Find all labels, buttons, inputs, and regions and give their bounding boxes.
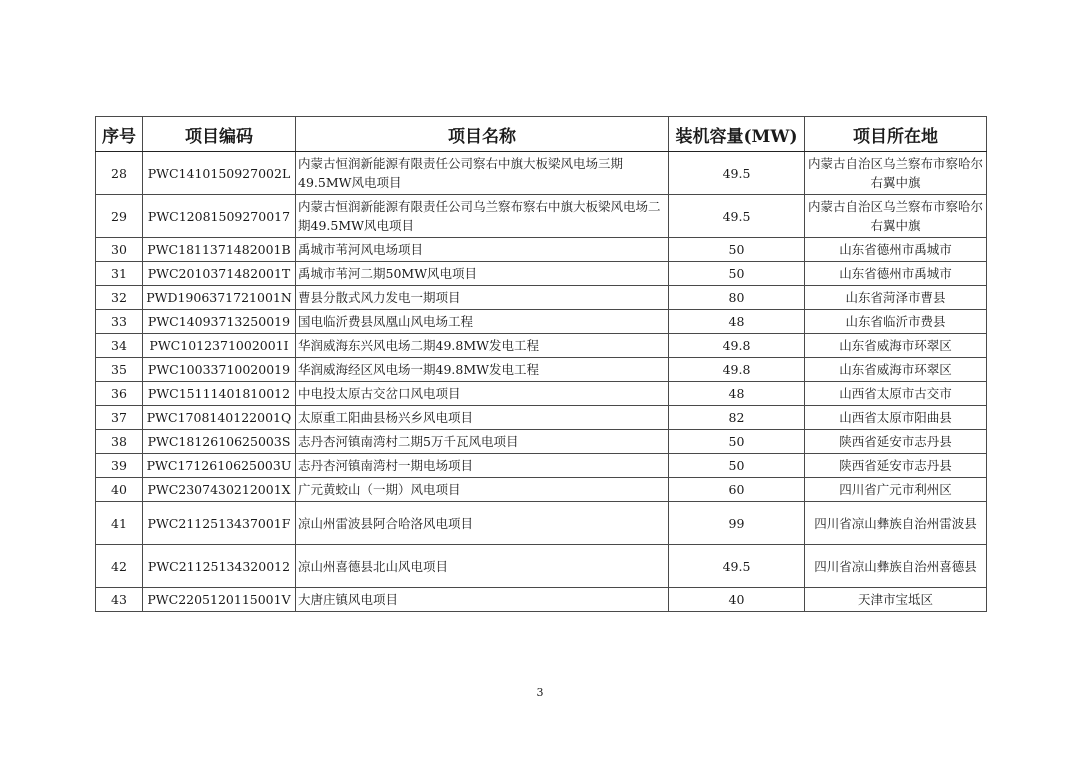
cell-name: 禹城市苇河二期50MW风电项目 — [296, 262, 669, 286]
cell-no: 41 — [96, 502, 143, 545]
cell-code: PWC1012371002001I — [143, 334, 296, 358]
table-row — [96, 152, 987, 195]
table-row — [96, 238, 987, 262]
cell-name: 曹县分散式风力发电一期项目 — [296, 286, 669, 310]
cell-location: 山东省德州市禹城市 — [805, 238, 987, 262]
cell-no: 37 — [96, 406, 143, 430]
cell-location: 山东省临沂市费县 — [805, 310, 987, 334]
cell-name: 中电投太原古交岔口风电项目 — [296, 382, 669, 406]
table-row — [96, 430, 987, 454]
cell-no: 40 — [96, 478, 143, 502]
cell-location: 山东省菏泽市曹县 — [805, 286, 987, 310]
cell-location: 四川省广元市利州区 — [805, 478, 987, 502]
table-row — [96, 502, 987, 545]
table-row — [96, 588, 987, 612]
table-row — [96, 454, 987, 478]
header-capacity: 装机容量(MW) — [669, 117, 805, 152]
cell-name: 凉山州喜德县北山风电项目 — [296, 545, 669, 588]
table-row — [96, 478, 987, 502]
table-row — [96, 545, 987, 588]
cell-capacity: 49.5 — [669, 152, 805, 195]
cell-no: 33 — [96, 310, 143, 334]
cell-code: PWC21125134320012 — [143, 545, 296, 588]
header-no: 序号 — [96, 117, 143, 152]
table-row — [96, 358, 987, 382]
cell-location: 内蒙古自治区乌兰察布市察哈尔右翼中旗 — [805, 152, 987, 195]
cell-capacity: 50 — [669, 430, 805, 454]
cell-code: PWC1812610625003S — [143, 430, 296, 454]
cell-name: 大唐庄镇风电项目 — [296, 588, 669, 612]
cell-name: 凉山州雷波县阿合哈洛风电项目 — [296, 502, 669, 545]
cell-location: 陕西省延安市志丹县 — [805, 430, 987, 454]
cell-code: PWC1410150927002L — [143, 152, 296, 195]
cell-code: PWC14093713250019 — [143, 310, 296, 334]
cell-location: 山东省威海市环翠区 — [805, 358, 987, 382]
cell-name: 志丹杏河镇南湾村二期5万千瓦风电项目 — [296, 430, 669, 454]
cell-location: 天津市宝坻区 — [805, 588, 987, 612]
cell-capacity: 50 — [669, 238, 805, 262]
cell-name: 志丹杏河镇南湾村一期电场项目 — [296, 454, 669, 478]
cell-code: PWC2112513437001F — [143, 502, 296, 545]
cell-capacity: 82 — [669, 406, 805, 430]
cell-code: PWC2205120115001V — [143, 588, 296, 612]
cell-capacity: 40 — [669, 588, 805, 612]
cell-location: 四川省凉山彝族自治州雷波县 — [805, 502, 987, 545]
cell-capacity: 48 — [669, 310, 805, 334]
cell-code: PWC15111401810012 — [143, 382, 296, 406]
cell-no: 34 — [96, 334, 143, 358]
cell-name: 华润威海经区风电场一期49.8MW发电工程 — [296, 358, 669, 382]
table-row — [96, 382, 987, 406]
cell-location: 山东省德州市禹城市 — [805, 262, 987, 286]
cell-code: PWC2307430212001X — [143, 478, 296, 502]
cell-capacity: 99 — [669, 502, 805, 545]
table-row — [96, 310, 987, 334]
cell-location: 山西省太原市古交市 — [805, 382, 987, 406]
cell-capacity: 49.8 — [669, 334, 805, 358]
cell-no: 38 — [96, 430, 143, 454]
wind-project-table — [95, 116, 987, 612]
cell-name: 禹城市苇河风电场项目 — [296, 238, 669, 262]
table-row — [96, 334, 987, 358]
cell-no: 30 — [96, 238, 143, 262]
cell-name: 内蒙古恒润新能源有限责任公司乌兰察布察右中旗大板梁风电场二期49.5MW风电项目 — [296, 195, 669, 238]
cell-code: PWC12081509270017 — [143, 195, 296, 238]
cell-no: 36 — [96, 382, 143, 406]
cell-name: 国电临沂费县凤凰山风电场工程 — [296, 310, 669, 334]
table-row — [96, 286, 987, 310]
cell-no: 42 — [96, 545, 143, 588]
cell-no: 28 — [96, 152, 143, 195]
cell-code: PWD1906371721001N — [143, 286, 296, 310]
header-location: 项目所在地 — [805, 117, 987, 152]
cell-no: 32 — [96, 286, 143, 310]
cell-name: 广元黄蛟山（一期）风电项目 — [296, 478, 669, 502]
cell-no: 31 — [96, 262, 143, 286]
cell-location: 四川省凉山彝族自治州喜德县 — [805, 545, 987, 588]
header-code: 项目编码 — [143, 117, 296, 152]
cell-capacity: 48 — [669, 382, 805, 406]
cell-capacity: 60 — [669, 478, 805, 502]
cell-code: PWC10033710020019 — [143, 358, 296, 382]
cell-capacity: 50 — [669, 262, 805, 286]
cell-code: PWC1811371482001B — [143, 238, 296, 262]
cell-location: 内蒙古自治区乌兰察布市察哈尔右翼中旗 — [805, 195, 987, 238]
cell-location: 山西省太原市阳曲县 — [805, 406, 987, 430]
cell-capacity: 49.5 — [669, 545, 805, 588]
cell-code: PWC1712610625003U — [143, 454, 296, 478]
cell-capacity: 50 — [669, 454, 805, 478]
cell-no: 39 — [96, 454, 143, 478]
cell-name: 太原重工阳曲县杨兴乡风电项目 — [296, 406, 669, 430]
cell-code: PWC1708140122001Q — [143, 406, 296, 430]
header-name: 项目名称 — [296, 117, 669, 152]
cell-capacity: 80 — [669, 286, 805, 310]
table-header-row — [96, 117, 987, 152]
cell-code: PWC2010371482001T — [143, 262, 296, 286]
cell-capacity: 49.5 — [669, 195, 805, 238]
cell-name: 内蒙古恒润新能源有限责任公司察右中旗大板梁风电场三期49.5MW风电项目 — [296, 152, 669, 195]
cell-no: 43 — [96, 588, 143, 612]
cell-capacity: 49.8 — [669, 358, 805, 382]
cell-location: 山东省威海市环翠区 — [805, 334, 987, 358]
cell-no: 29 — [96, 195, 143, 238]
cell-no: 35 — [96, 358, 143, 382]
table-row — [96, 262, 987, 286]
page-number: 3 — [536, 686, 544, 699]
table-row — [96, 406, 987, 430]
cell-name: 华润威海东兴风电场二期49.8MW发电工程 — [296, 334, 669, 358]
table-row — [96, 195, 987, 238]
cell-location: 陕西省延安市志丹县 — [805, 454, 987, 478]
